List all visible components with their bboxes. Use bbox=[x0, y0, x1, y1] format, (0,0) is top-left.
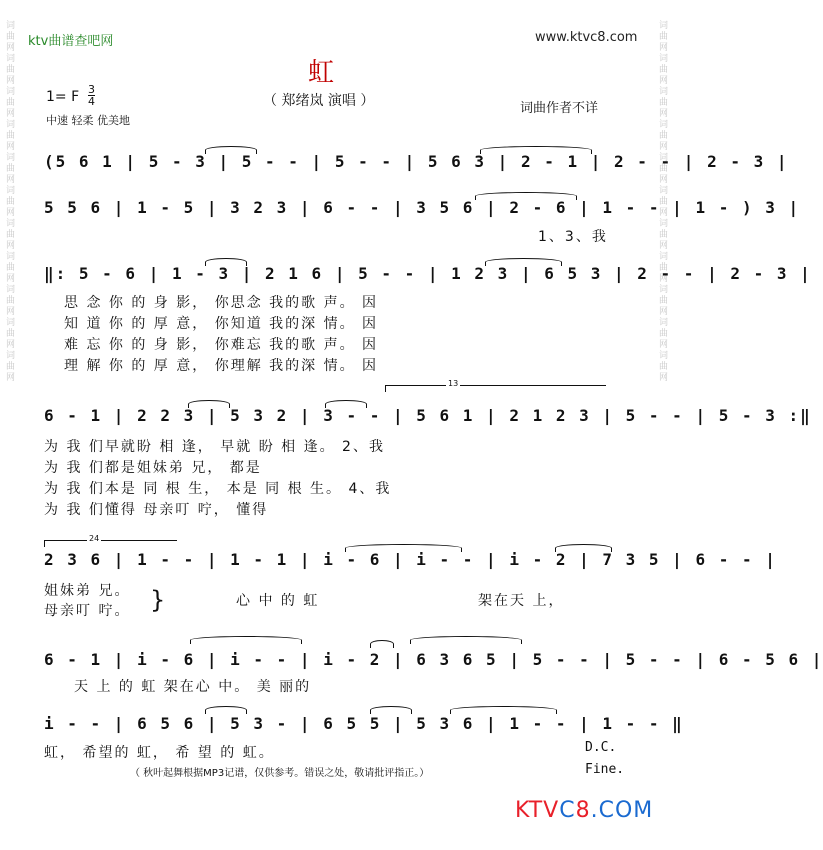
volta-label: 24 bbox=[89, 534, 100, 543]
tie-arc bbox=[410, 636, 522, 644]
song-title: 虹 bbox=[308, 58, 335, 88]
time-signature-bottom: 4 bbox=[88, 95, 95, 108]
lyric-row-5-line-2: 母亲叮 咛。 bbox=[44, 603, 131, 619]
volta-bracket-13 bbox=[385, 379, 606, 392]
notation-row-7: i - - | 6 5 6 | 5 3 - | 6 5 5 | 5 3 6 | 1 - - | 1 - - ‖ bbox=[44, 714, 684, 733]
tie-arc bbox=[450, 706, 557, 714]
lyric-row-4-line-2: 为 我 们都是姐妹弟 兄， 都是 bbox=[44, 460, 262, 476]
logo-k: K bbox=[515, 798, 529, 823]
logo-t: T bbox=[528, 798, 544, 823]
tie-arc bbox=[190, 636, 302, 644]
ktvc8-logo[interactable] bbox=[515, 798, 653, 823]
transcription-footnote: （ 秋叶起舞根据MP3记谱，仅供参考。错误之处，敬请批评指正。） bbox=[130, 768, 430, 779]
lyric-row-4-line-1: 为 我 们早就盼 相 逢， 早就 盼 相 逢。 2、我 bbox=[44, 439, 385, 455]
lyric-row-3-line-1: 思 念 你 的 身 影， 你思念 我的歌 声。 因 bbox=[64, 295, 379, 311]
fine-marking: Fine. bbox=[585, 762, 625, 777]
volta-label: 13 bbox=[448, 379, 459, 388]
lyric-row-3-line-2: 知 道 你 的 厚 意， 你知道 我的深 情。 因 bbox=[64, 316, 379, 332]
dc-marking: D.C. bbox=[585, 740, 617, 755]
notation-row-4: 6 - 1 | 2 2 3 | 5 3 2 | 3 - - | 5 6 1 | 2 1 2 3 | 5 - - | 5 - 3 :‖ bbox=[44, 406, 812, 425]
lyric-row-5-line-1: 姐妹弟 兄。 bbox=[44, 583, 131, 599]
lyric-row-5-right: 架在天 上， bbox=[478, 593, 565, 609]
key-signature: 1= F bbox=[46, 89, 80, 105]
lyric-row-3-line-3: 难 忘 你 的 身 影， 你难忘 我的歌 声。 因 bbox=[64, 337, 379, 353]
lyric-row-4-line-4: 为 我 们懂得 母亲叮 咛， 懂得 bbox=[44, 502, 269, 518]
site-url-right[interactable]: www.ktvc8.com bbox=[535, 30, 638, 45]
lyric-row-5-middle: 心 中 的 虹 bbox=[236, 593, 320, 609]
logo-com: COM bbox=[598, 798, 654, 823]
logo-v: V bbox=[543, 798, 560, 823]
tie-arc bbox=[370, 706, 412, 714]
time-signature bbox=[88, 84, 95, 107]
lyric-row-3-line-4: 理 解 你 的 厚 意， 你理解 我的深 情。 因 bbox=[64, 358, 379, 374]
volta-bracket-24 bbox=[44, 534, 177, 547]
singer-credit: （ 郑绪岚 演唱 ） bbox=[263, 93, 375, 109]
tie-arc bbox=[370, 640, 394, 648]
side-watermark-right: 词曲网词曲网词曲网词曲网词曲网词曲网词曲网词曲网词曲网词曲网词曲网 bbox=[657, 20, 667, 383]
logo-dot: . bbox=[590, 798, 599, 823]
site-name-left[interactable]: ktv曲谱查吧网 bbox=[28, 34, 114, 49]
author-credit: 词曲作者不详 bbox=[520, 101, 599, 116]
lyric-row-6: 天 上 的 虹 架在心 中。 美 丽的 bbox=[74, 679, 312, 695]
lyric-brace: } bbox=[150, 586, 166, 614]
notation-row-6: 6 - 1 | i - 6 | i - - | i - 2 | 6 3 6 5 | 5 - - | 5 - - | 6 - 5 6 | bbox=[44, 650, 823, 669]
side-watermark-left: 词曲网词曲网词曲网词曲网词曲网词曲网词曲网词曲网词曲网词曲网词曲网 bbox=[4, 20, 14, 383]
notation-row-5: 2 3 6 | 1 - - | 1 - 1 | i - 6 | i - - | i - 2 | 7 3 5 | 6 - - | bbox=[44, 550, 777, 569]
lyric-row-4-line-3: 为 我 们本是 同 根 生， 本是 同 根 生。 4、我 bbox=[44, 481, 392, 497]
lyric-row-7: 虹， 希望的 虹， 希 望 的 虹。 bbox=[44, 745, 275, 761]
lyric-intro-verse: 1、3、我 bbox=[538, 229, 608, 245]
logo-c: C bbox=[559, 798, 576, 823]
notation-row-3: ‖: 5 - 6 | 1 - 3 | 2 1 6 | 5 - - | 1 2 3 | 6 5 3 | 2 - - | 2 - 3 | bbox=[44, 264, 812, 283]
logo-8: 8 bbox=[575, 798, 591, 823]
time-signature-top: 3 bbox=[88, 83, 95, 96]
notation-row-1: (5 6 1 | 5 - 3 | 5 - - | 5 - - | 5 6 3 | 2 - 1 | 2 - - | 2 - 3 | bbox=[44, 152, 789, 171]
notation-row-2: 5 5 6 | 1 - 5 | 3 2 3 | 6 - - | 3 5 6 | 2 - 6 | 1 - - | 1 - ) 3 | bbox=[44, 198, 801, 217]
tempo-marking: 中速 轻柔 优美地 bbox=[46, 114, 130, 127]
tie-arc bbox=[205, 706, 247, 714]
